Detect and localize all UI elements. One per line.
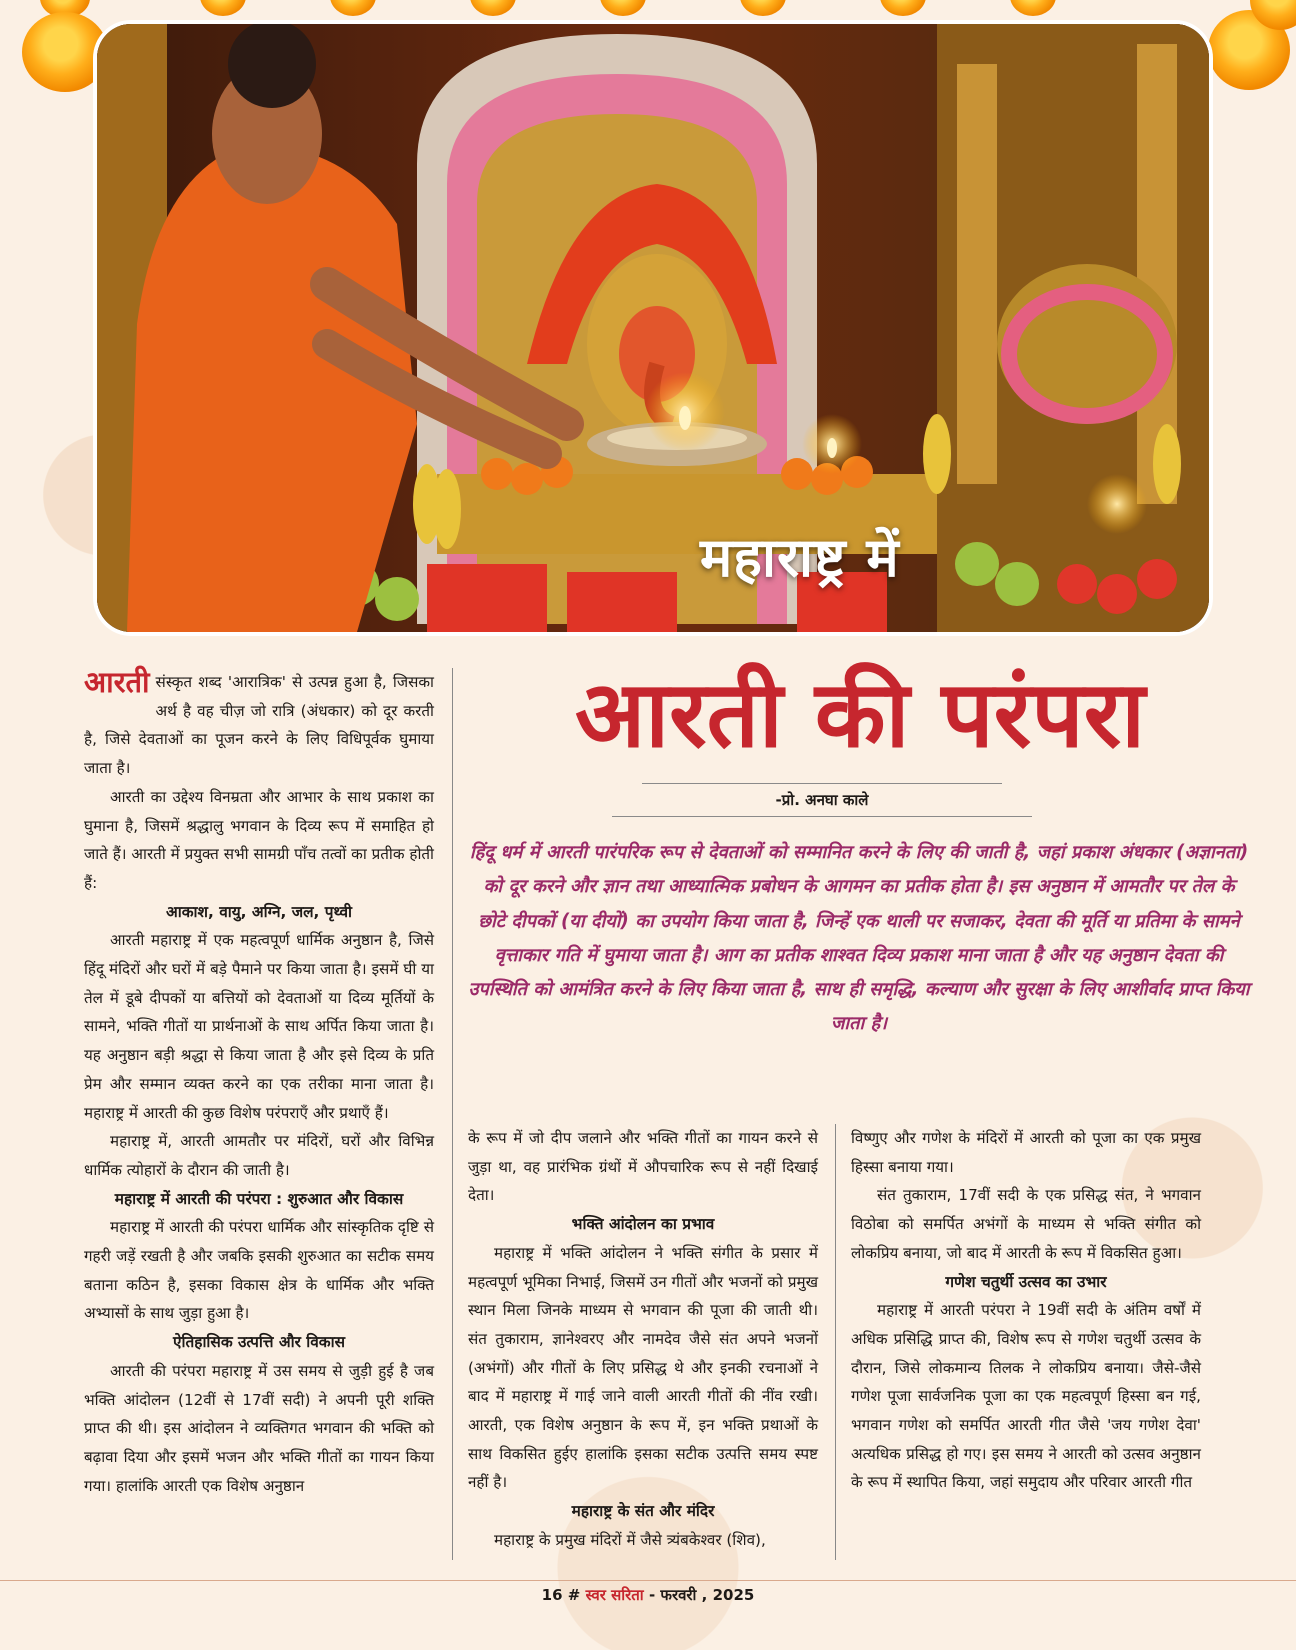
- col1-paragraph-5: महाराष्ट्र में आरती की परंपरा धार्मिक और सांस्कृतिक दृष्टि से गहरी जड़ें रखती है और जबकि इसकी शुरुआत का सटीक समय बताना कठिन है, इसका विकास क्षेत्र के धार्मिक और भक्ति अभ्यासों के साथ जुड़ा हुआ है।: [84, 1218, 434, 1323]
- marigold-garland: [0, 0, 1296, 20]
- page-footer: [0, 1585, 1296, 1605]
- col1-paragraph-6: आरती की परंपरा महाराष्ट्र में उस समय से जुड़ी हुई है जब भक्ति आंदोलन (12वीं से 17वीं सदी) ने अपनी पूरी शक्ति प्राप्त की थी। इस आंदोलन ने व्यक्तिगत भगवान की भक्ति को बढ़ावा दिया और इसमें भजन और भक्ति गीतों का गायन किया गया। हालांकि आरती एक विशेष अनुष्ठान: [84, 1361, 434, 1495]
- temple-aarti-illustration: [97, 24, 1209, 632]
- marigold-left-icon: [22, 12, 108, 92]
- footer-rule: [0, 1580, 1296, 1581]
- column-divider-2: [835, 1124, 836, 1560]
- col2-heading-1: भक्ति आंदोलन का प्रभाव: [571, 1215, 715, 1234]
- col1-paragraph-2: आरती का उद्देश्य विनम्रता और आभार के साथ प्रकाश का घुमाना है, जिसमें श्रद्धालु भगवान के दिव्य रूप में समाहित हो जाते हैं। आरती में प्रयुक्त सभी सामग्री पाँच तत्वों का प्रतीक होती हैं:: [84, 787, 434, 892]
- col1-paragraph-3: आरती महाराष्ट्र में एक महत्वपूर्ण धार्मिक अनुष्ठान है, जिसे हिंदू मंदिरों और घरों में बड़े पैमाने पर किया जाता है। इसमें घी या तेल में डूबे दीपकों या बत्तियों को देवताओं या दिव्य मूर्तियों के सामने, भक्ति गीतों या प्रार्थनाओं के साथ अर्पित किया जाता है। यह अनुष्ठान बड़ी श्रद्धा से किया जाता है और इसे दिव्य के प्रति प्रेम और सम्मान व्यक्त करने का एक तरीका माना जाता है। महाराष्ट्र में आरती की कुछ विशेष परंपराएँ और प्रथाएँ हैं।: [84, 931, 434, 1122]
- author-name: -प्रो. अनघा काले: [775, 791, 869, 809]
- col3-paragraph-3: महाराष्ट्र में आरती परंपरा ने 19वीं सदी के अंतिम वर्षों में अधिक प्रसिद्धि प्राप्त की, विशेष रूप से गणेश चतुर्थी उत्सव के दौरान, जिसे लोकमान्य तिलक ने लोकप्रिय बनाया। जैसे-जैसे गणेश पूजा सार्वजनिक पूजा का एक महत्वपूर्ण हिस्सा बन गई, भगवान गणेश को समर्पित आरती गीत जैसे 'जय गणेश देवा' अत्यधिक प्रसिद्ध हो गए। इस समय ने आरती को उत्सव अनुष्ठान के रूप में स्थापित किया, जहां समुदाय और परिवार आरती गीत: [851, 1301, 1201, 1492]
- col1-heading-2: ऐतिहासिक उत्पत्ति और विकास: [173, 1333, 345, 1352]
- author-rule-bottom: [612, 816, 1032, 817]
- author-block: [612, 783, 1032, 817]
- col2-paragraph-1: के रूप में जो दीप जलाने और भक्ति गीतों का गायन करने से जुड़ा था, वह प्रारंभिक ग्रंथों में औपचारिक रूप से नहीं दिखाई देता।: [468, 1129, 818, 1205]
- col1-heading-1: महाराष्ट्र में आरती की परंपरा : शुरुआत और विकास: [114, 1189, 404, 1208]
- col1-paragraph-4: महाराष्ट्र में, आरती आमतौर पर मंदिरों, घरों और विभिन्न धार्मिक त्योहारों के दौरान की जाती है।: [84, 1132, 434, 1179]
- column-2: [468, 1124, 818, 1555]
- col1-paragraph-1: आरती संस्कृत शब्द 'आरात्रिक' से उत्पन्न हुआ है, जिसका अर्थ है वह चीज़ जो रात्रि (अंधकार) को दूर करती है, जिसे देवताओं का पूजन करने के लिए विधिपूर्वक घुमाया जाता है।: [84, 665, 434, 778]
- issue-date: - फरवरी , 2025: [648, 1586, 755, 1604]
- col2-paragraph-2: महाराष्ट्र में भक्ति आंदोलन ने भक्ति संगीत के प्रसार में महत्वपूर्ण भूमिका निभाई, जिसमें उन गीतों और भजनों को प्रमुख स्थान मिला जिनके माध्यम से भगवान की पूजा की जाती थी। संत तुकाराम, ज्ञानेश्वरए और नामदेव जैसे संत अपने भजनों (अभंगों) और गीतों के लिए प्रसिद्ध थे और इनकी रचनाओं ने बाद में महाराष्ट्र में गाई जाने वाली आरती गीतों की नींव रखी। आरती, एक विशेष अनुष्ठान के रूप में, इन भक्ति प्रथाओं के साथ विकसित हुईए हालांकि इसका सटीक उत्पत्ति समय स्पष्ट नहीं है।: [468, 1243, 818, 1492]
- col3-heading-1: गणेश चतुर्थी उत्सव का उभार: [945, 1272, 1107, 1291]
- column-1: [84, 665, 434, 1500]
- lead-word: आरती: [84, 665, 150, 699]
- col3-paragraph-1: विष्णुए और गणेश के मंदिरों में आरती को पूजा का एक प्रमुख हिस्सा बनाया गया।: [851, 1129, 1201, 1176]
- col2-heading-2: महाराष्ट्र के संत और मंदिर: [571, 1502, 715, 1521]
- col3-paragraph-2: संत तुकाराम, 17वीं सदी के एक प्रसिद्ध संत, ने भगवान विठोबा को समर्पित अभंगों के माध्यम से भक्ति संगीत को लोकप्रिय बनाया, जो बाद में आरती के रूप में विकसित हुआ।: [851, 1186, 1201, 1262]
- column-3: [851, 1124, 1201, 1497]
- five-elements: आकाश, वायु, अग्नि, जल, पृथ्वी: [166, 902, 352, 921]
- magazine-name: स्वर सरिता: [585, 1586, 644, 1604]
- article-title: आरती की परंपरा: [574, 660, 1146, 768]
- article-intro: हिंदू धर्म में आरती पारंपरिक रूप से देवताओं को सम्मानित करने के लिए की जाती है, जहां प्रकाश अंधकार (अज्ञानता) को दूर करने और ज्ञान तथा आध्यात्मिक प्रबोधन के आगमन का प्रतीक होता है। इस अनुष्ठान में आमतौर पर तेल के छोटे दीपकों (या दीयों) का उपयोग किया जाता है, जिन्हें एक थाली पर सजाकर, देवता की मूर्ति या प्रतिमा के सामने वृत्ताकार गति में घुमाया जाता है। आग का प्रतीक शाश्वत दिव्य प्रकाश माना जाता है और यह अनुष्ठान देवता की उपस्थिति को आमंत्रित करने के लिए किया जाता है, साथ ही समृद्धि, कल्याण और सुरक्षा के लिए आशीर्वाद प्राप्त किया जाता है।: [468, 842, 1250, 1035]
- column-divider-1: [452, 668, 453, 1560]
- page-number: 16 #: [541, 1586, 581, 1604]
- photo-overlay-title: महाराष्ट्र में: [700, 525, 900, 589]
- hero-photo: [97, 24, 1209, 632]
- col2-paragraph-3: महाराष्ट्र के प्रमुख मंदिरों में जैसे त्र्यंबकेश्वर (शिव),: [494, 1530, 766, 1549]
